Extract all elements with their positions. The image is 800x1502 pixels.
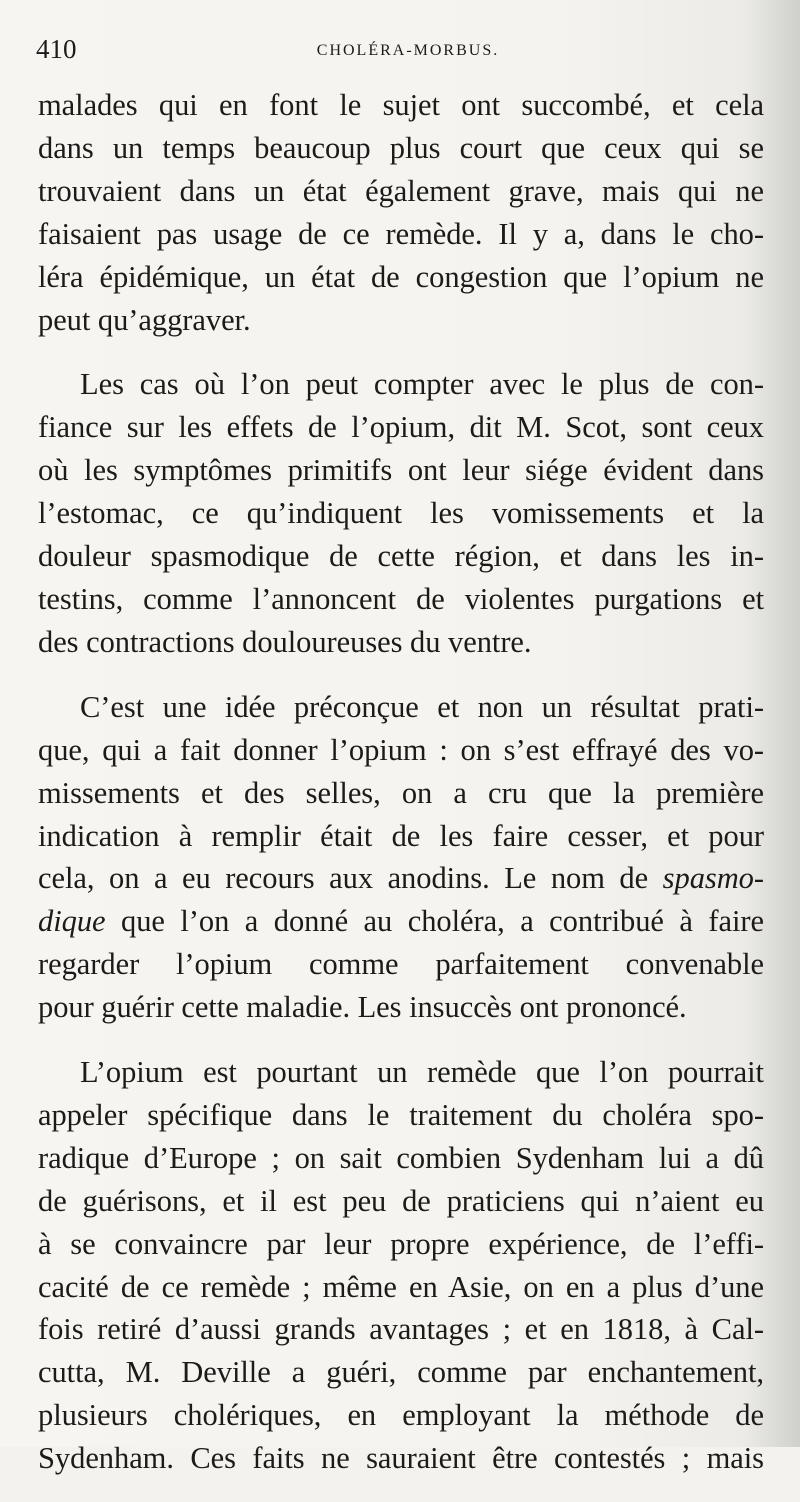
- text-line: missements et des selles, on a cru que la première: [38, 775, 764, 810]
- paragraph-3: [38, 686, 764, 1029]
- page-number: 410: [36, 34, 77, 64]
- text-line: douleur spasmodique de cette région, et dans les in-: [38, 539, 764, 574]
- paragraph-4: [38, 1051, 764, 1480]
- text-line: L’opium est pourtant un remède que l’on pourrait: [80, 1055, 764, 1090]
- text-line: appeler spécifique dans le traitement du choléra spo-: [38, 1097, 764, 1132]
- text-line: à se convaincre par leur propre expérience, de l’effi-: [38, 1226, 764, 1261]
- text-line: que, qui a fait donner l’opium : on s’est effrayé des vo-: [38, 732, 764, 767]
- text-line: dans un temps beaucoup plus court que ceux qui se: [38, 130, 764, 165]
- text-line: [38, 857, 764, 900]
- text-line: de guérisons, et il est peu de praticiens qui n’aient eu: [38, 1183, 764, 1218]
- text-line: testins, comme l’annoncent de violentes purgations et: [38, 581, 764, 616]
- text-line: léra épidémique, un état de congestion que l’opium ne: [38, 259, 764, 294]
- text-line: plusieurs cholériques, en employant la méthode de: [38, 1398, 764, 1433]
- paragraph-2: [38, 363, 764, 663]
- paragraph-1: [38, 84, 764, 341]
- text-line: malades qui en font le sujet ont succombé, et cela: [38, 88, 764, 122]
- text-line: Sydenham. Ces faits ne sauraient être contestés ; mais: [38, 1441, 764, 1476]
- text-line: C’est une idée préconçue et non un résultat prati-: [80, 689, 764, 724]
- text-line: où les symptômes primitifs ont leur siége évident dans: [38, 453, 764, 488]
- body-text: [38, 84, 764, 1502]
- text-line: faisaient pas usage de ce remède. Il y a, dans le cho-: [38, 216, 764, 251]
- text-segment: cela, on a eu recours aux anodins. Le nom de: [38, 861, 663, 896]
- text-line: [38, 900, 764, 943]
- text-line: cutta, M. Deville a guéri, comme par enchantement,: [38, 1355, 764, 1390]
- text-line: fiance sur les effets de l’opium, dit M. Scot, sont ceux: [38, 410, 764, 445]
- italic-term: dique: [38, 904, 106, 939]
- text-line: regarder l’opium comme parfaitement convenable: [38, 947, 764, 982]
- text-line: indication à remplir était de les faire cesser, et pour: [38, 818, 764, 853]
- text-line: des contractions douloureuses du ventre.: [38, 624, 532, 659]
- text-line: fois retiré d’aussi grands avantages ; et en 1818, à Cal-: [38, 1312, 764, 1347]
- text-line: l’estomac, ce qu’indiquent les vomissements et la: [38, 496, 764, 531]
- running-head: [36, 42, 740, 60]
- running-head-text: CHOLÉRA-MORBUS.: [316, 42, 500, 59]
- text-line: Les cas où l’on peut compter avec le plus de con-: [80, 367, 764, 402]
- text-line: trouvaient dans un état également grave, mais qui ne: [38, 173, 764, 208]
- page-header: [36, 30, 740, 70]
- text-line: peut qu’aggraver.: [38, 302, 251, 337]
- text-line: pour guérir cette maladie. Les insuccès ont prononcé.: [38, 990, 687, 1025]
- text-line: radique d’Europe ; on sait combien Sydenham lui a dû: [38, 1140, 764, 1175]
- text-line: cacité de ce remède ; même en Asie, on en a plus d’une: [38, 1269, 764, 1304]
- text-segment: que l’on a donné au choléra, a contribué à faire: [105, 904, 764, 939]
- italic-term: spasmo-: [662, 861, 764, 896]
